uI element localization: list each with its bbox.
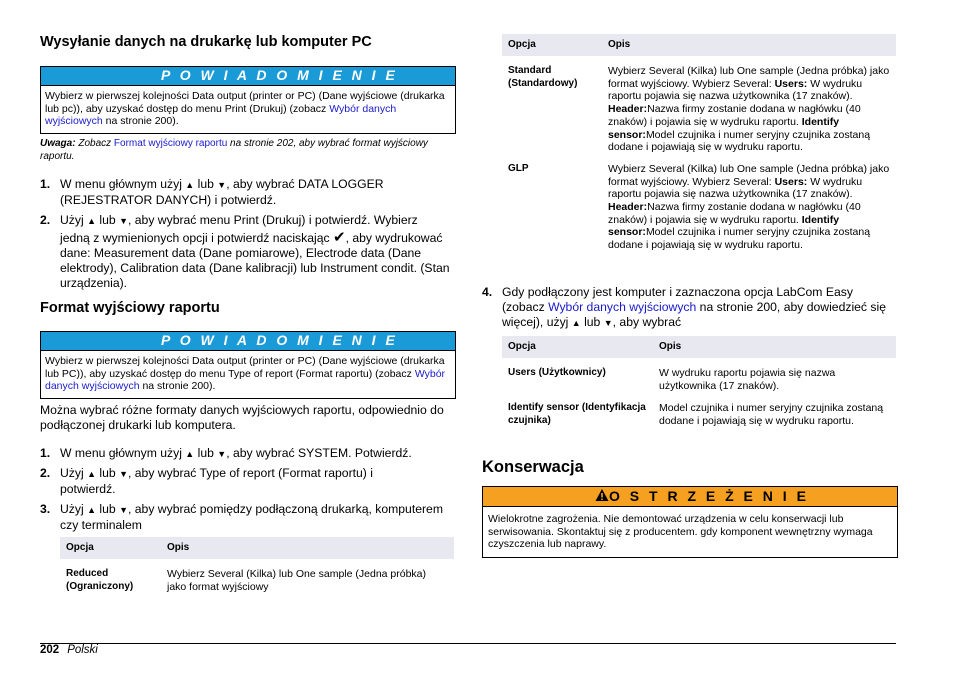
section-title-report-format: Format wyjściowy raportu bbox=[40, 300, 220, 316]
option-name: GLP bbox=[508, 162, 529, 174]
down-arrow-icon: ▼ bbox=[217, 449, 227, 459]
table-row bbox=[502, 392, 896, 427]
option-name: Identify sensor (Identyfikacja czujnika) bbox=[508, 402, 646, 427]
warning-header bbox=[483, 487, 897, 507]
notice-box-1 bbox=[40, 66, 456, 134]
step: 2. Użyj ▲ lub ▼, aby wybrać menu Print (Drukuj) i potwierdź. Wybierz jedną z wymienionych opcji i potwierdź naciskając ✔, aby wydrukować dane: Measurement data (Dane pomiarowe), Electrode data (Dane elektrody), Calibration data (Dane kalibracji) lub Instrument condit. (Stan urządzenia). bbox=[40, 213, 450, 291]
column-header: Opis bbox=[653, 336, 896, 358]
step: 1. W menu głównym użyj ▲ lub ▼, aby wybrać SYSTEM. Potwierdź. bbox=[40, 446, 412, 460]
section-title-send-data: Wysyłanie danych na drukarkę lub komputer PC bbox=[40, 34, 372, 50]
warning-label: O S T R Z E Ż E N I E bbox=[609, 488, 809, 504]
table-row bbox=[502, 56, 896, 154]
steps-list-3 bbox=[482, 285, 892, 332]
step: 1. W menu głównym użyj ▲ lub ▼, aby wybrać DATA LOGGER (REJESTRATOR DANYCH) i potwierdź. bbox=[40, 177, 384, 208]
option-name: Users (Użytkownicy) bbox=[508, 367, 606, 378]
page-number: 202 bbox=[40, 644, 60, 656]
paragraph: Można wybrać różne formaty danych wyjściowych raportu, odpowiednio do podłączonej drukarki lub komputera. bbox=[40, 403, 444, 433]
checkmark-icon: ✔ bbox=[333, 228, 346, 246]
notice-box-2 bbox=[40, 331, 456, 399]
column-header: Opis bbox=[161, 537, 454, 559]
warning-text: Wielokrotne zagrożenia. Nie demontować urządzenia w celu konserwacji lub serwisowania. Skontaktuj się z producentem. gdy komponent wewnętrzny wymaga czyszczenia lub naprawy. bbox=[488, 513, 873, 550]
link-output-selection[interactable]: Wybór danych wyjściowych bbox=[45, 102, 397, 127]
warning-box bbox=[482, 486, 898, 558]
up-arrow-icon: ▲ bbox=[87, 216, 97, 227]
up-arrow-icon: ▲ bbox=[185, 180, 195, 190]
option-name: Standard (Standardowy) bbox=[508, 65, 578, 89]
step: 4. Gdy podłączony jest komputer i zaznaczona opcja LabCom Easy (zobacz Wybór danych wyjściowych na stronie 200, aby dowiedzieć się więcej), użyj ▲ lub ▼, aby wybrać bbox=[482, 285, 886, 330]
options-table-reduced bbox=[60, 537, 454, 593]
option-description: Wybierz Several (Kilka) lub One sample (Jedna próbka) jako format wyjściowy. Wybierz Several: Users: W wydruku raportu pojawia się nazwa użytkownika (17 znaków). Header:Nazwa firmy zostanie dodana w nagłówku (40 znaków) i pojawia się w wydruku raportu. Identify sensor:Model czujnika i numer seryjny czujnika zostaną dodane i pojawiają się w wydruku raportu. bbox=[608, 162, 890, 252]
footer bbox=[40, 644, 98, 656]
steps-list-2 bbox=[40, 446, 450, 533]
notice-label: P O W I A D O M I E N I E bbox=[41, 332, 455, 351]
up-arrow-icon: ▲ bbox=[185, 449, 195, 459]
column-header: Opcja bbox=[502, 336, 653, 358]
up-arrow-icon: ▲ bbox=[87, 504, 97, 515]
steps-list-1 bbox=[40, 177, 450, 291]
warning-triangle-icon bbox=[595, 488, 609, 507]
down-arrow-icon: ▼ bbox=[217, 180, 227, 190]
table-row bbox=[60, 559, 454, 593]
link-output-selection[interactable]: Wybór danych wyjściowych bbox=[548, 300, 697, 315]
table-row bbox=[502, 154, 896, 252]
down-arrow-icon: ▼ bbox=[603, 318, 613, 329]
option-description: Wybierz Several (Kilka) lub One sample (Jedna próbka) jako format wyjściowy. Wybierz Several: Users: W wydruku raportu pojawia się nazwa użytkownika (17 znaków). Header:Nazwa firmy zostanie dodana w nagłówku (40 znaków) i pojawia się w wydruku raportu. Identify sensor:Model czujnika i numer seryjny czujnika zostaną dodane i pojawiają się w wydruku raportu. bbox=[608, 65, 890, 154]
column-header: Opcja bbox=[502, 34, 602, 56]
note-label: Uwaga: bbox=[40, 138, 76, 149]
column-header: Opcja bbox=[60, 537, 161, 559]
table-row bbox=[502, 358, 896, 392]
option-description: W wydruku raportu pojawia się nazwa użytkownika (17 znaków). bbox=[659, 367, 836, 392]
option-description: Model czujnika i numer seryjny czujnika zostaną dodane i pojawiają się w wydruku raportu. bbox=[659, 402, 884, 428]
footer-divider bbox=[40, 643, 896, 644]
note: Uwaga: Zobacz Format wyjściowy raportu na stronie 202, aby wybrać format wyjściowy raportu. bbox=[40, 138, 428, 162]
link-report-format[interactable]: Format wyjściowy raportu bbox=[113, 138, 228, 149]
down-arrow-icon: ▼ bbox=[119, 469, 128, 480]
down-arrow-icon: ▼ bbox=[119, 216, 128, 227]
down-arrow-icon: ▼ bbox=[119, 504, 128, 515]
up-arrow-icon: ▲ bbox=[87, 469, 97, 480]
option-name: Reduced (Ograniczony) bbox=[66, 568, 134, 592]
link-output-selection[interactable]: Wybór danych wyjściowych bbox=[45, 367, 446, 392]
section-title-maintenance: Konserwacja bbox=[482, 458, 584, 476]
step: 3. Użyj ▲ lub ▼, aby wybrać pomiędzy podłączoną drukarką, komputerem czy terminalem bbox=[40, 501, 443, 532]
step: 2. Użyj ▲ lub ▼, aby wybrać Type of report (Format raportu) i potwierdź. bbox=[40, 466, 373, 497]
options-table-format bbox=[502, 34, 896, 252]
footer-language: Polski bbox=[67, 644, 98, 656]
options-table-labcom bbox=[502, 336, 896, 428]
up-arrow-icon: ▲ bbox=[571, 318, 581, 329]
notice-text: Wybierz w pierwszej kolejności Data output (printer or PC) (Dane wyjściowe (drukarka lub PC)), aby uzyskać dostęp do menu Type of report (Format raportu) (zobacz Wybór danych wyjściowych na stronie 200). bbox=[45, 355, 446, 392]
column-header: Opis bbox=[602, 34, 896, 56]
notice-label: P O W I A D O M I E N I E bbox=[41, 67, 455, 86]
notice-text: Wybierz w pierwszej kolejności Data output (printer or PC) (Dane wyjściowe (drukarka lub pc)), aby uzyskać dostęp do menu Print (Drukuj) (zobacz Wybór danych wyjściowych na stronie 200). bbox=[45, 90, 445, 127]
option-description: Wybierz Several (Kilka) lub One sample (Jedna próbka) jako format wyjściowy bbox=[167, 568, 427, 593]
